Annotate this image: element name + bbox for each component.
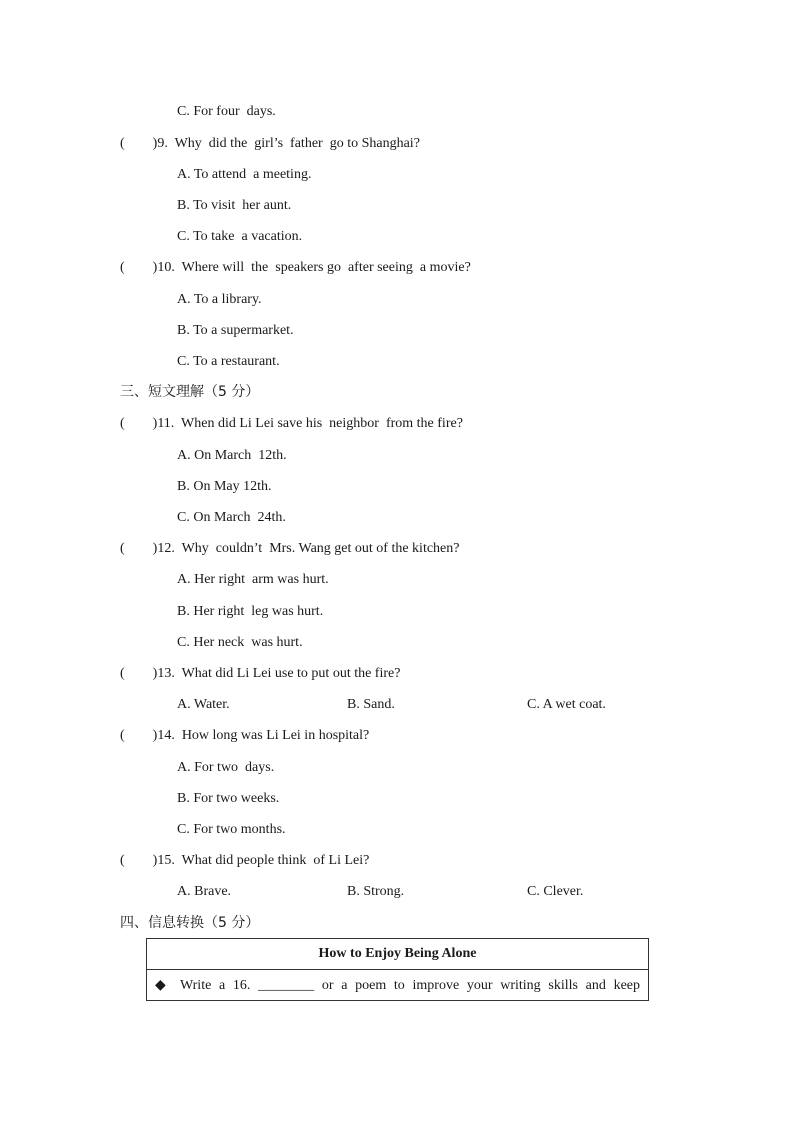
question-12: ( )12. Why couldn’t Mrs. Wang get out of the kitchen? bbox=[120, 541, 460, 556]
q11-option-a: A. On March 12th. bbox=[177, 448, 287, 463]
q13-option-c: C. A wet coat. bbox=[527, 697, 606, 712]
q15-option-b: B. Strong. bbox=[347, 884, 405, 899]
q12-option-b: B. Her right leg was hurt. bbox=[177, 604, 324, 619]
question-11: ( )11. When did Li Lei save his neighbor from the fire? bbox=[120, 416, 463, 431]
section-3-heading: 三、短文理解（5 分） bbox=[120, 384, 260, 400]
q10-option-a: A. To a library. bbox=[177, 292, 262, 307]
question-13: ( )13. What did Li Lei use to put out the fire? bbox=[120, 666, 401, 681]
q13-option-b: B. Sand. bbox=[347, 697, 395, 712]
q12-option-c: C. Her neck was hurt. bbox=[177, 635, 303, 650]
question-9: ( )9. Why did the girl’s father go to Shanghai? bbox=[120, 136, 420, 151]
q9-option-b: B. To visit her aunt. bbox=[177, 198, 292, 213]
q10-option-c: C. To a restaurant. bbox=[177, 354, 280, 369]
q11-option-c: C. On March 24th. bbox=[177, 510, 286, 525]
q13-option-a: A. Water. bbox=[177, 697, 230, 712]
section-4-heading: 四、信息转换（5 分） bbox=[120, 915, 260, 931]
q10-option-b: B. To a supermarket. bbox=[177, 323, 294, 338]
table-title: How to Enjoy Being Alone bbox=[147, 939, 649, 970]
question-10: ( )10. Where will the speakers go after seeing a movie? bbox=[120, 260, 471, 275]
table-row bbox=[147, 970, 649, 1001]
q15-option-c: C. Clever. bbox=[527, 884, 584, 899]
q14-option-c: C. For two months. bbox=[177, 822, 286, 837]
info-table bbox=[146, 938, 649, 1001]
q12-option-a: A. Her right arm was hurt. bbox=[177, 572, 329, 587]
q14-option-b: B. For two weeks. bbox=[177, 791, 280, 806]
q15-option-a: A. Brave. bbox=[177, 884, 232, 899]
question-15: ( )15. What did people think of Li Lei? bbox=[120, 853, 370, 868]
q9-option-c: C. To take a vacation. bbox=[177, 229, 303, 244]
q11-option-b: B. On May 12th. bbox=[177, 479, 272, 494]
q9-option-a: A. To attend a meeting. bbox=[177, 167, 312, 182]
q14-option-a: A. For two days. bbox=[177, 760, 275, 775]
question-14: ( )14. How long was Li Lei in hospital? bbox=[120, 728, 370, 743]
table-row-text: Write a 16. ________ or a poem to improve your writing skills and keep bbox=[179, 977, 640, 993]
diamond-bullet-icon: ◆ bbox=[155, 976, 170, 993]
q8-option-c: C. For four days. bbox=[177, 104, 276, 119]
